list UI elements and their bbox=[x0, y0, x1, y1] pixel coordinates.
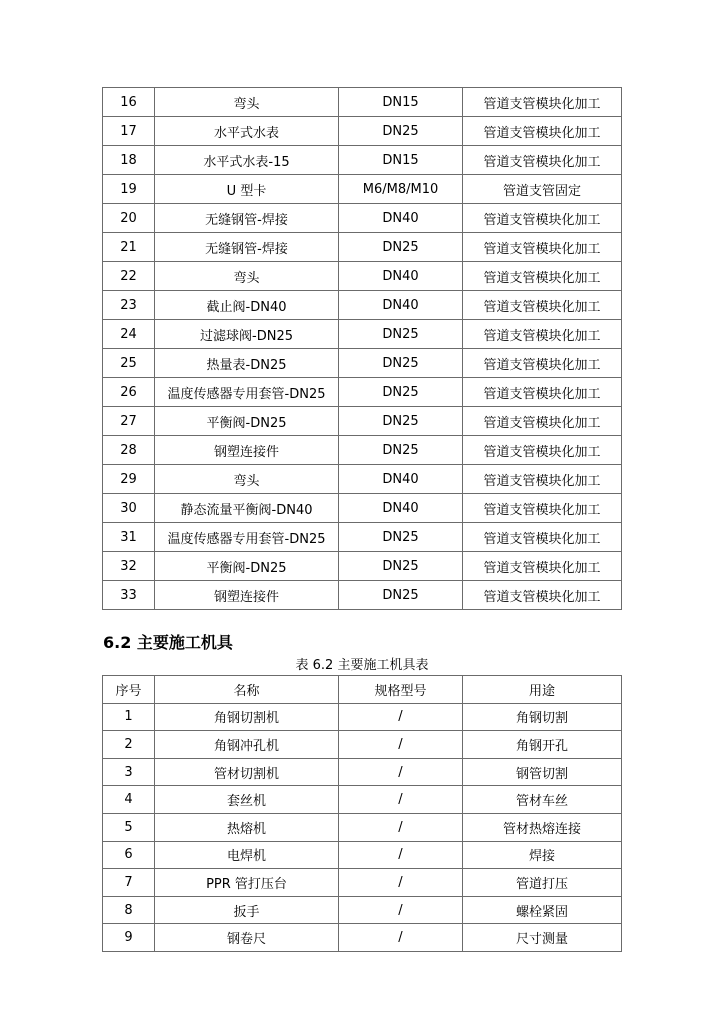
cell-purpose: 管道支管模块化加工 bbox=[463, 88, 622, 117]
cell-spec: DN15 bbox=[339, 88, 463, 117]
cell-spec: DN25 bbox=[339, 117, 463, 146]
cell-spec: DN15 bbox=[339, 146, 463, 175]
cell-name: 温度传感器专用套管-DN25 bbox=[155, 378, 339, 407]
cell-purpose: 角钢切割 bbox=[463, 703, 622, 731]
cell-purpose: 螺栓紧固 bbox=[463, 896, 622, 924]
table-row bbox=[103, 88, 622, 117]
table-row bbox=[103, 869, 622, 897]
table-row bbox=[103, 436, 622, 465]
cell-index: 30 bbox=[103, 494, 155, 523]
cell-name: 钢卷尺 bbox=[155, 924, 339, 952]
table-row bbox=[103, 320, 622, 349]
cell-name: 平衡阀-DN25 bbox=[155, 552, 339, 581]
table-row bbox=[103, 731, 622, 759]
table-row bbox=[103, 841, 622, 869]
table-row bbox=[103, 494, 622, 523]
cell-name: 弯头 bbox=[155, 262, 339, 291]
cell-index: 29 bbox=[103, 465, 155, 494]
cell-name: 无缝钢管-焊接 bbox=[155, 204, 339, 233]
cell-spec: DN40 bbox=[339, 204, 463, 233]
cell-index: 17 bbox=[103, 117, 155, 146]
table-row bbox=[103, 523, 622, 552]
header-purpose: 用途 bbox=[463, 676, 622, 704]
cell-spec: / bbox=[339, 703, 463, 731]
cell-purpose: 管道支管模块化加工 bbox=[463, 523, 622, 552]
cell-name: 水平式水表-15 bbox=[155, 146, 339, 175]
table-row bbox=[103, 349, 622, 378]
cell-name: 角钢冲孔机 bbox=[155, 731, 339, 759]
cell-index: 3 bbox=[103, 758, 155, 786]
cell-name: 管材切割机 bbox=[155, 758, 339, 786]
cell-index: 6 bbox=[103, 841, 155, 869]
cell-index: 24 bbox=[103, 320, 155, 349]
cell-name: 热量表-DN25 bbox=[155, 349, 339, 378]
cell-index: 27 bbox=[103, 407, 155, 436]
cell-spec: DN25 bbox=[339, 523, 463, 552]
tools-table bbox=[102, 675, 622, 952]
table-row bbox=[103, 262, 622, 291]
cell-spec: / bbox=[339, 731, 463, 759]
cell-name: 无缝钢管-焊接 bbox=[155, 233, 339, 262]
cell-purpose: 管道打压 bbox=[463, 869, 622, 897]
cell-spec: DN25 bbox=[339, 407, 463, 436]
cell-index: 33 bbox=[103, 581, 155, 610]
table-row bbox=[103, 465, 622, 494]
table-row bbox=[103, 175, 622, 204]
cell-purpose: 钢管切割 bbox=[463, 758, 622, 786]
cell-spec: / bbox=[339, 841, 463, 869]
cell-index: 18 bbox=[103, 146, 155, 175]
cell-purpose: 管材车丝 bbox=[463, 786, 622, 814]
cell-index: 21 bbox=[103, 233, 155, 262]
cell-index: 20 bbox=[103, 204, 155, 233]
table-row bbox=[103, 233, 622, 262]
table-row bbox=[103, 378, 622, 407]
cell-purpose: 管道支管模块化加工 bbox=[463, 320, 622, 349]
cell-purpose: 尺寸测量 bbox=[463, 924, 622, 952]
cell-spec: / bbox=[339, 813, 463, 841]
cell-spec: DN25 bbox=[339, 233, 463, 262]
cell-name: 钢塑连接件 bbox=[155, 436, 339, 465]
cell-index: 8 bbox=[103, 896, 155, 924]
cell-purpose: 管道支管模块化加工 bbox=[463, 465, 622, 494]
cell-name: 弯头 bbox=[155, 88, 339, 117]
cell-name: 热熔机 bbox=[155, 813, 339, 841]
cell-name: PPR 管打压台 bbox=[155, 869, 339, 897]
cell-name: 电焊机 bbox=[155, 841, 339, 869]
cell-purpose: 管道支管固定 bbox=[463, 175, 622, 204]
cell-purpose: 管道支管模块化加工 bbox=[463, 407, 622, 436]
table-caption: 表 6.2 主要施工机具表 bbox=[295, 658, 429, 673]
header-spec: 规格型号 bbox=[339, 676, 463, 704]
cell-spec: / bbox=[339, 896, 463, 924]
tools-table-head bbox=[103, 676, 622, 704]
cell-purpose: 管道支管模块化加工 bbox=[463, 204, 622, 233]
cell-name: 温度传感器专用套管-DN25 bbox=[155, 523, 339, 552]
cell-index: 31 bbox=[103, 523, 155, 552]
table-row bbox=[103, 204, 622, 233]
cell-index: 2 bbox=[103, 731, 155, 759]
cell-name: 平衡阀-DN25 bbox=[155, 407, 339, 436]
cell-purpose: 管道支管模块化加工 bbox=[463, 146, 622, 175]
cell-spec: DN40 bbox=[339, 465, 463, 494]
cell-index: 4 bbox=[103, 786, 155, 814]
cell-name: 过滤球阀-DN25 bbox=[155, 320, 339, 349]
cell-spec: / bbox=[339, 924, 463, 952]
cell-index: 25 bbox=[103, 349, 155, 378]
cell-purpose: 管道支管模块化加工 bbox=[463, 552, 622, 581]
cell-name: 弯头 bbox=[155, 465, 339, 494]
cell-purpose: 管道支管模块化加工 bbox=[463, 262, 622, 291]
cell-purpose: 管道支管模块化加工 bbox=[463, 494, 622, 523]
cell-index: 19 bbox=[103, 175, 155, 204]
cell-purpose: 管道支管模块化加工 bbox=[463, 378, 622, 407]
cell-spec: DN25 bbox=[339, 581, 463, 610]
cell-index: 22 bbox=[103, 262, 155, 291]
cell-index: 5 bbox=[103, 813, 155, 841]
cell-index: 26 bbox=[103, 378, 155, 407]
table-row bbox=[103, 813, 622, 841]
cell-purpose: 管道支管模块化加工 bbox=[463, 233, 622, 262]
table-row bbox=[103, 291, 622, 320]
table-row bbox=[103, 146, 622, 175]
table-row bbox=[103, 786, 622, 814]
cell-name: 扳手 bbox=[155, 896, 339, 924]
cell-spec: DN40 bbox=[339, 494, 463, 523]
cell-name: 钢塑连接件 bbox=[155, 581, 339, 610]
cell-purpose: 角钢开孔 bbox=[463, 731, 622, 759]
cell-name: 角钢切割机 bbox=[155, 703, 339, 731]
cell-name: 水平式水表 bbox=[155, 117, 339, 146]
cell-purpose: 焊接 bbox=[463, 841, 622, 869]
cell-purpose: 管道支管模块化加工 bbox=[463, 581, 622, 610]
table-row bbox=[103, 117, 622, 146]
cell-index: 7 bbox=[103, 869, 155, 897]
table-row bbox=[103, 924, 622, 952]
cell-index: 9 bbox=[103, 924, 155, 952]
cell-purpose: 管道支管模块化加工 bbox=[463, 117, 622, 146]
cell-spec: / bbox=[339, 786, 463, 814]
table-row bbox=[103, 758, 622, 786]
materials-table-body bbox=[103, 88, 622, 610]
cell-index: 1 bbox=[103, 703, 155, 731]
cell-index: 16 bbox=[103, 88, 155, 117]
cell-purpose: 管道支管模块化加工 bbox=[463, 291, 622, 320]
cell-spec: M6/M8/M10 bbox=[339, 175, 463, 204]
tools-table-body bbox=[103, 703, 622, 951]
cell-spec: DN40 bbox=[339, 291, 463, 320]
table-row bbox=[103, 407, 622, 436]
cell-spec: DN25 bbox=[339, 552, 463, 581]
table-header-row bbox=[103, 676, 622, 704]
cell-name: 截止阀-DN40 bbox=[155, 291, 339, 320]
cell-name: 静态流量平衡阀-DN40 bbox=[155, 494, 339, 523]
header-name: 名称 bbox=[155, 676, 339, 704]
cell-spec: DN40 bbox=[339, 262, 463, 291]
cell-spec: DN25 bbox=[339, 320, 463, 349]
header-index: 序号 bbox=[103, 676, 155, 704]
cell-purpose: 管材热熔连接 bbox=[463, 813, 622, 841]
cell-index: 32 bbox=[103, 552, 155, 581]
cell-spec: / bbox=[339, 758, 463, 786]
cell-spec: / bbox=[339, 869, 463, 897]
cell-spec: DN25 bbox=[339, 349, 463, 378]
materials-table bbox=[102, 87, 622, 610]
table-row bbox=[103, 581, 622, 610]
cell-name: 套丝机 bbox=[155, 786, 339, 814]
cell-index: 23 bbox=[103, 291, 155, 320]
section-heading: 6.2 主要施工机具 bbox=[103, 633, 233, 652]
table-row bbox=[103, 896, 622, 924]
cell-index: 28 bbox=[103, 436, 155, 465]
cell-name: U 型卡 bbox=[155, 175, 339, 204]
cell-purpose: 管道支管模块化加工 bbox=[463, 436, 622, 465]
cell-spec: DN25 bbox=[339, 378, 463, 407]
table-row bbox=[103, 703, 622, 731]
table-row bbox=[103, 552, 622, 581]
cell-spec: DN25 bbox=[339, 436, 463, 465]
cell-purpose: 管道支管模块化加工 bbox=[463, 349, 622, 378]
